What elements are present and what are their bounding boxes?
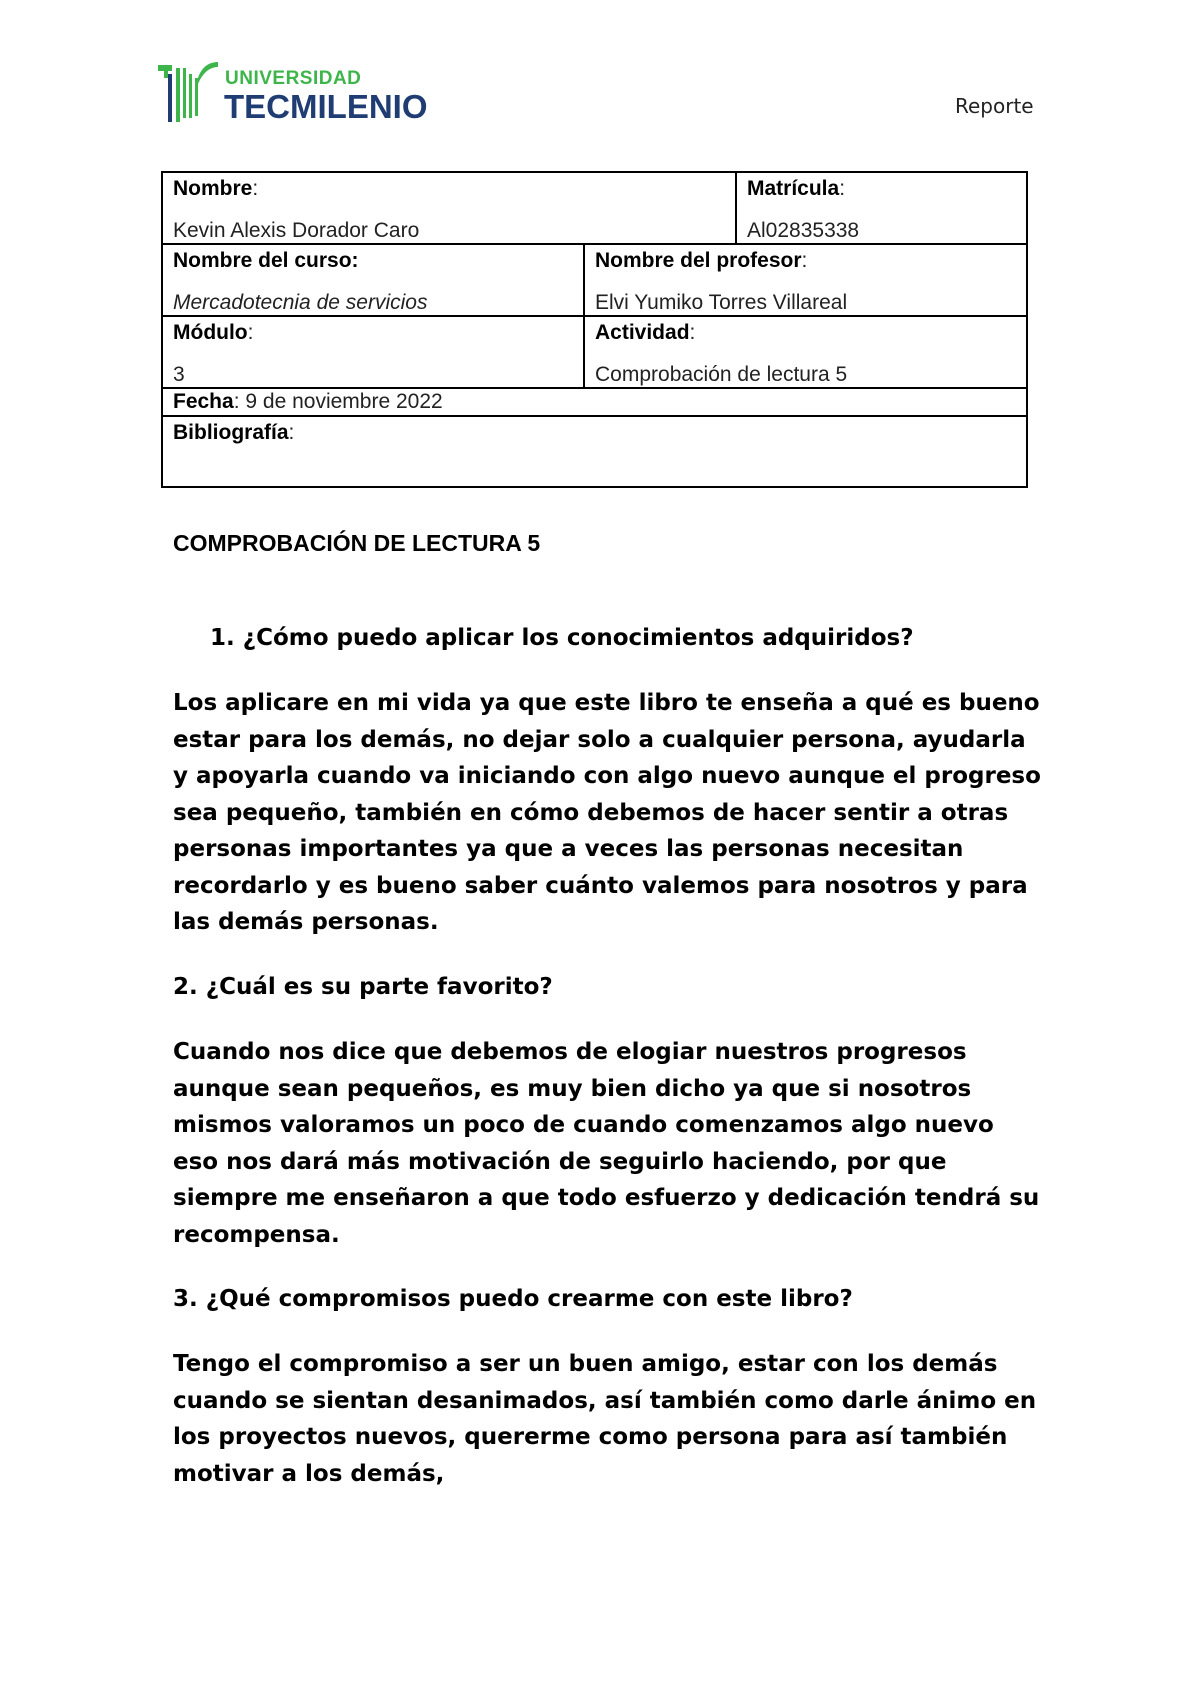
logo-line2: TECMILENIO bbox=[224, 88, 428, 125]
nombre-value: Kevin Alexis Dorador Caro bbox=[173, 219, 420, 242]
cell-actividad: Actividad: Comprobación de lectura 5 bbox=[584, 316, 1027, 388]
fecha-label: Fecha bbox=[173, 390, 234, 413]
cell-nombre: Nombre: Kevin Alexis Dorador Caro bbox=[162, 172, 736, 244]
modulo-label: Módulo bbox=[173, 321, 248, 344]
cell-curso bbox=[162, 244, 584, 316]
fecha-value: 9 de noviembre 2022 bbox=[245, 390, 443, 413]
profesor-value: Elvi Yumiko Torres Villareal bbox=[595, 291, 848, 314]
answer-1: Los aplicare en mi vida ya que este libro te enseña a qué es bueno estar para los demás, no dejar solo a cualquier persona, ayudarla y apoyarla cuando va iniciando con algo nuevo aunque el progreso sea pequeño, también en cómo debemos de hacer sentir a otras personas importantes ya que a veces las personas necesitan recordarlo y es bueno saber cuánto valemos para nosotros y para las demás personas. bbox=[173, 690, 1041, 935]
tecmilenio-logo bbox=[158, 60, 458, 128]
curso-label: Nombre del curso: bbox=[173, 249, 359, 272]
document-title: COMPROBACIÓN DE LECTURA 5 bbox=[173, 530, 541, 556]
question-2: 2. ¿Cuál es su parte favorito? bbox=[173, 974, 553, 1000]
cell-fecha: Fecha: 9 de noviembre 2022 bbox=[162, 388, 1027, 416]
cell-bibliografia: Bibliografía: bbox=[162, 416, 1027, 487]
matricula-label: Matrícula bbox=[747, 177, 840, 200]
modulo-value: 3 bbox=[173, 363, 185, 386]
profesor-label: Nombre del profesor bbox=[595, 249, 802, 272]
answer-3: Tengo el compromiso a ser un buen amigo, estar con los demás cuando se sientan desanimados, así también como darle ánimo en los proyectos nuevos, quererme como persona para así también motivar a los demás, bbox=[173, 1351, 1037, 1487]
report-label: Reporte bbox=[955, 94, 1034, 118]
logo-mark-icon bbox=[158, 62, 218, 122]
cell-matricula: Matrícula: Al02835338 bbox=[736, 172, 1027, 244]
logo-line1: UNIVERSIDAD bbox=[225, 68, 362, 89]
cell-profesor: Nombre del profesor: Elvi Yumiko Torres Villareal bbox=[584, 244, 1027, 316]
answer-2: Cuando nos dice que debemos de elogiar nuestros progresos aunque sean pequeños, es muy bien dicho ya que si nosotros mismos valoramos un poco de cuando comenzamos algo nuevo eso nos dará más motivación de seguirlo haciendo, por que siempre me enseñaron a que todo esfuerzo y dedicación tendrá su recompensa. bbox=[173, 1039, 1040, 1248]
nombre-label: Nombre bbox=[173, 177, 253, 200]
question-3: 3. ¿Qué compromisos puedo crearme con este libro? bbox=[173, 1286, 853, 1312]
matricula-value: Al02835338 bbox=[747, 219, 860, 242]
curso-value: Mercadotecnia de servicios bbox=[173, 291, 428, 314]
cell-modulo: Módulo: 3 bbox=[162, 316, 584, 388]
actividad-value: Comprobación de lectura 5 bbox=[595, 363, 848, 386]
student-info-table bbox=[161, 171, 1028, 488]
question-1: 1. ¿Cómo puedo aplicar los conocimientos adquiridos? bbox=[210, 625, 914, 651]
bibliografia-label: Bibliografía bbox=[173, 421, 289, 444]
actividad-label: Actividad bbox=[595, 321, 690, 344]
